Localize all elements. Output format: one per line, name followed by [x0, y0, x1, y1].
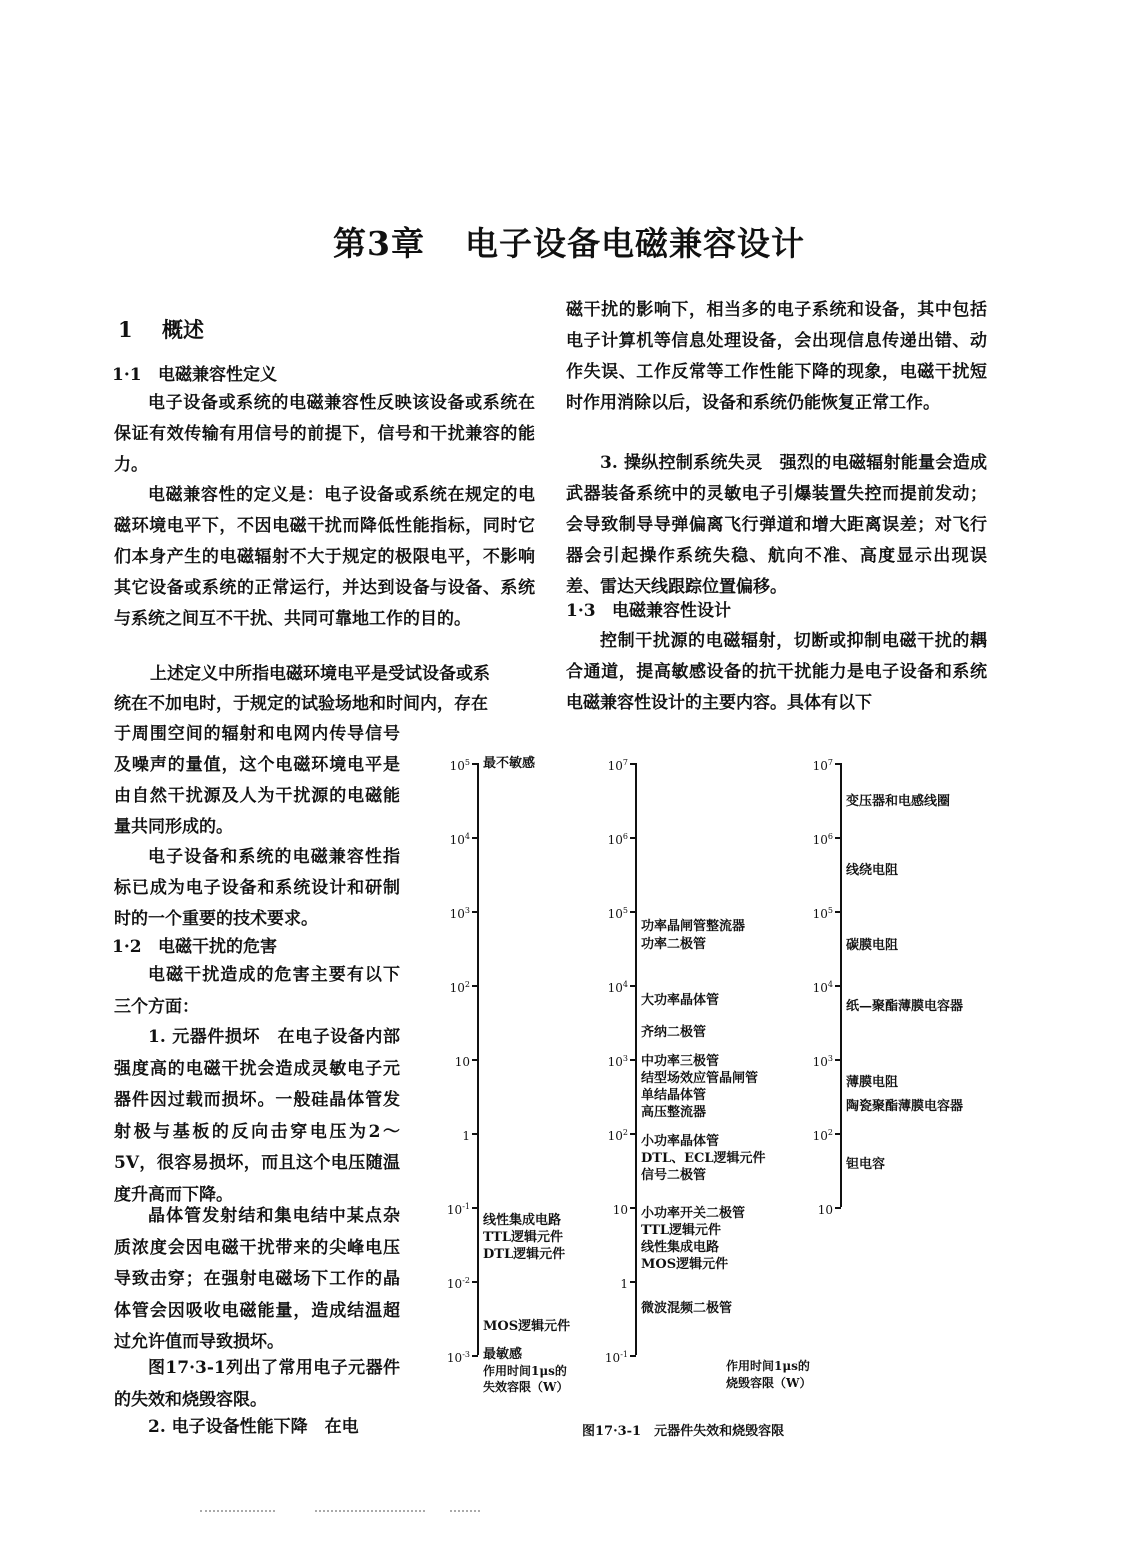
tick-label	[426, 904, 470, 921]
tick-base: 10	[817, 1203, 833, 1217]
axis-tick	[472, 1059, 478, 1061]
tick-exponent: -1	[462, 1202, 470, 1211]
axis-tick	[472, 1281, 478, 1283]
section-heading-1-3	[566, 596, 731, 621]
component-label: 碳膜电阻	[846, 938, 899, 953]
tick-base: 10	[604, 1351, 621, 1365]
axis-tick	[630, 1059, 636, 1061]
component-label: MOS逻辑元件	[483, 1319, 571, 1334]
tick-base: 10	[607, 833, 623, 847]
tick-label	[584, 830, 628, 847]
tick-label	[426, 1348, 470, 1365]
axis-tick	[472, 1207, 478, 1209]
chapter-name: 电子设备电磁兼容设计	[464, 224, 805, 263]
tick-label	[426, 1274, 470, 1291]
tick-label	[426, 978, 470, 995]
tick-exponent: 5	[464, 758, 470, 767]
axis-tick	[835, 763, 841, 765]
tick-label	[584, 1274, 628, 1291]
tick-exponent: 6	[622, 832, 628, 841]
tick-label	[789, 756, 833, 773]
tick-base: 10	[607, 907, 623, 921]
component-label: 线性集成电路	[483, 1213, 562, 1228]
axis-tick	[630, 837, 636, 839]
axis-tick	[630, 763, 636, 765]
scan-artifact	[450, 1510, 480, 1512]
tick-base: 10	[607, 1055, 623, 1069]
component-label: MOS逻辑元件	[641, 1257, 729, 1272]
axis-tick	[472, 1133, 478, 1135]
component-label: 齐纳二极管	[641, 1025, 707, 1040]
axis-tick	[630, 1207, 636, 1209]
tick-exponent: 7	[827, 758, 833, 767]
paragraph: 电磁干扰造成的危害主要有以下三个方面：	[114, 965, 400, 1017]
tick-base: 10	[612, 1203, 628, 1217]
component-label: DTL、ECL逻辑元件	[641, 1151, 766, 1166]
axis-tick	[835, 985, 841, 987]
scale-label-bottom: 最敏感	[483, 1347, 523, 1362]
component-label: DTL逻辑元件	[483, 1247, 566, 1262]
tick-label	[789, 1200, 833, 1217]
scale-footnote: 作用时间1μs的	[483, 1364, 567, 1378]
paragraph: 晶体管发射结和集电结中某点杂质浓度会因电磁干扰带来的尖峰电压导致击穿；在强射电磁场下工作的晶体管会因吸收电磁能量，造成结温超过允许值而导致损坏。	[114, 1206, 400, 1352]
tick-label	[584, 1052, 628, 1069]
tick-base: 10	[812, 1129, 828, 1143]
axis-tick	[630, 1355, 636, 1357]
component-label: 小功率开关二极管	[641, 1206, 746, 1221]
component-label: 纸—聚酯薄膜电容器	[846, 999, 964, 1014]
tick-label	[584, 756, 628, 773]
axis-tick	[630, 911, 636, 913]
tick-base: 10	[607, 759, 623, 773]
tick-exponent: 2	[827, 1128, 833, 1137]
axis-tick	[630, 1281, 636, 1283]
paragraph: 电子设备或系统的电磁兼容性反映该设备或系统在保证有效传输有用信号的前提下，信号和干扰兼容的能力。	[114, 393, 535, 475]
tick-exponent: 4	[827, 980, 833, 989]
section-heading-1-1	[112, 360, 277, 385]
section-title: 电磁兼容性设计	[612, 601, 731, 621]
axis-tick	[835, 1207, 841, 1209]
tick-label	[789, 978, 833, 995]
tick-base: 1	[620, 1277, 628, 1291]
axis-tick	[835, 1059, 841, 1061]
section-title: 电磁干扰的危害	[158, 937, 277, 957]
tick-label	[584, 1126, 628, 1143]
paragraph-line: 上述定义中所指电磁环境电平是受试设备或系	[150, 664, 490, 684]
section-number: 1·2	[112, 937, 142, 957]
component-label: 线绕电阻	[846, 863, 899, 878]
component-label: 钽电容	[846, 1157, 886, 1172]
section-heading-1	[118, 314, 204, 344]
tick-exponent: -1	[620, 1350, 628, 1359]
component-label: 薄膜电阻	[846, 1075, 899, 1090]
tick-label	[789, 1052, 833, 1069]
tick-label	[426, 830, 470, 847]
axis-tick	[472, 763, 478, 765]
paragraph: 3. 操纵控制系统失灵 强烈的电磁辐射能量会造成武器装备系统中的灵敏电子引爆装置失控而提前发动；会导致制导导弹偏离飞行弹道和增大距离误差；对飞行器会引起操作系统失稳、航向不准、高度显示出现误差、雷达天线跟踪位置偏移。	[566, 453, 987, 597]
component-label: 中功率三极管	[641, 1054, 720, 1069]
paragraph-line: 统在不加电时，于规定的试验场地和时间内，存在	[114, 694, 488, 714]
tick-exponent: 6	[827, 832, 833, 841]
paragraph: 电子设备和系统的电磁兼容性指标已成为电子设备和系统设计和研制时的一个重要的技术要求。	[114, 847, 400, 929]
tick-exponent: 4	[464, 832, 470, 841]
section-number: 1	[118, 317, 133, 342]
tick-exponent: 5	[827, 906, 833, 915]
tick-label	[789, 1126, 833, 1143]
section-title: 概述	[162, 317, 204, 342]
component-label: 高压整流器	[641, 1105, 707, 1120]
tick-label	[789, 830, 833, 847]
component-label: 功率晶闸管整流器	[641, 919, 746, 934]
tick-base: 10	[446, 1203, 463, 1217]
tick-base: 10	[446, 1277, 463, 1291]
scan-artifact	[315, 1510, 425, 1512]
chapter-number: 第3章	[333, 224, 425, 263]
tick-label	[584, 904, 628, 921]
tick-label	[426, 1052, 470, 1069]
component-label: 结型场效应管晶闸管	[641, 1071, 759, 1086]
tick-base: 10	[454, 1055, 470, 1069]
tick-base: 10	[812, 1055, 828, 1069]
tick-exponent: 3	[827, 1054, 833, 1063]
scale-footnote: 失效容限（W）	[483, 1380, 569, 1394]
tick-exponent: 7	[622, 758, 628, 767]
tick-base: 10	[812, 759, 828, 773]
axis-tick	[835, 837, 841, 839]
paragraph: 控制干扰源的电磁辐射，切断或抑制电磁干扰的耦合通道，提高敏感设备的抗干扰能力是电子设备和系统电磁兼容性设计的主要内容。具体有以下	[566, 631, 987, 713]
tick-label	[584, 978, 628, 995]
axis-tick	[472, 985, 478, 987]
axis-tick	[472, 911, 478, 913]
figure-caption: 图17·3-1 元器件失效和烧毁容限	[582, 1424, 785, 1439]
tick-exponent: -3	[462, 1350, 470, 1359]
component-label: TTL逻辑元件	[483, 1230, 564, 1245]
component-label: TTL逻辑元件	[641, 1223, 722, 1238]
axis-tick	[472, 1355, 478, 1357]
tick-base: 10	[449, 907, 465, 921]
component-label: 线性集成电路	[641, 1240, 720, 1255]
component-label: 小功率晶体管	[641, 1134, 720, 1149]
scale-label-top: 最不敏感	[483, 756, 536, 771]
section-title: 电磁兼容性定义	[158, 365, 277, 385]
paragraph: 电磁兼容性的定义是：电子设备或系统在规定的电磁环境电平下，不因电磁干扰而降低性能指标，同时它们本身产生的电磁辐射不大于规定的极限电平，不影响其它设备或系统的正常运行，并达到设备与设备、系统与系统之间互不干扰、共同可靠地工作的目的。	[114, 485, 535, 629]
tick-base: 10	[812, 833, 828, 847]
component-label: 信号二极管	[641, 1168, 707, 1183]
tick-base: 10	[607, 981, 623, 995]
paragraph: 于周围空间的辐射和电网内传导信号及噪声的量值，这个电磁环境电平是由自然干扰源及人为干扰源的电磁能量共同形成的。	[114, 724, 400, 837]
tick-base: 10	[812, 907, 828, 921]
tick-label	[584, 1200, 628, 1217]
tick-base: 10	[812, 981, 828, 995]
tick-base: 10	[449, 833, 465, 847]
paragraph: 图17·3-1列出了常用电子元器件的失效和烧毁容限。	[114, 1358, 400, 1410]
paragraph-line: 2. 电子设备性能下降 在电	[148, 1417, 359, 1437]
section-number: 1·3	[566, 601, 596, 621]
tick-label	[426, 1200, 470, 1217]
tick-label	[789, 904, 833, 921]
paragraph: 1. 元器件损坏 在电子设备内部强度高的电磁干扰会造成灵敏电子元器件因过载而损坏。一般硅晶体管发射极与基板的反向击穿电压为2～5V，很容易损坏，而且这个电压随温度升高而下降。	[114, 1027, 400, 1205]
axis-tick	[472, 837, 478, 839]
component-label: 陶瓷聚酯薄膜电容器	[846, 1099, 964, 1114]
tick-base: 10	[446, 1351, 463, 1365]
paragraph: 磁干扰的影响下，相当多的电子系统和设备，其中包括电子计算机等信息处理设备，会出现信息传递出错、动作失误、工作反常等工作性能下降的现象，电磁干扰短时作用消除以后，设备和系统仍能恢复正常工作。	[566, 300, 987, 413]
tick-exponent: 4	[622, 980, 628, 989]
chapter-title	[0, 218, 1138, 265]
tick-exponent: 2	[622, 1128, 628, 1137]
component-label: 大功率晶体管	[641, 993, 720, 1008]
tick-label	[426, 756, 470, 773]
tick-exponent: 3	[464, 906, 470, 915]
axis-tick	[630, 1133, 636, 1135]
component-label: 功率二极管	[641, 937, 707, 952]
scan-artifact	[200, 1510, 275, 1512]
tick-exponent: 2	[464, 980, 470, 989]
component-label: 微波混频二极管	[641, 1301, 733, 1316]
scale-footnote: 作用时间1μs的	[726, 1359, 810, 1373]
scale-footnote: 烧毁容限（W）	[726, 1376, 812, 1390]
component-label: 变压器和电感线圈	[846, 794, 951, 809]
component-label: 单结晶体管	[641, 1088, 707, 1103]
axis-tick	[835, 1133, 841, 1135]
axis-tick	[835, 911, 841, 913]
section-heading-1-2	[112, 932, 277, 957]
tick-exponent: -2	[462, 1276, 470, 1285]
tick-exponent: 3	[622, 1054, 628, 1063]
tick-base: 1	[462, 1129, 470, 1143]
tick-base: 10	[607, 1129, 623, 1143]
tick-label	[584, 1348, 628, 1365]
tick-label	[426, 1126, 470, 1143]
tick-base: 10	[449, 759, 465, 773]
tick-base: 10	[449, 981, 465, 995]
tick-exponent: 5	[622, 906, 628, 915]
section-number: 1·1	[112, 365, 142, 385]
axis-tick	[630, 985, 636, 987]
